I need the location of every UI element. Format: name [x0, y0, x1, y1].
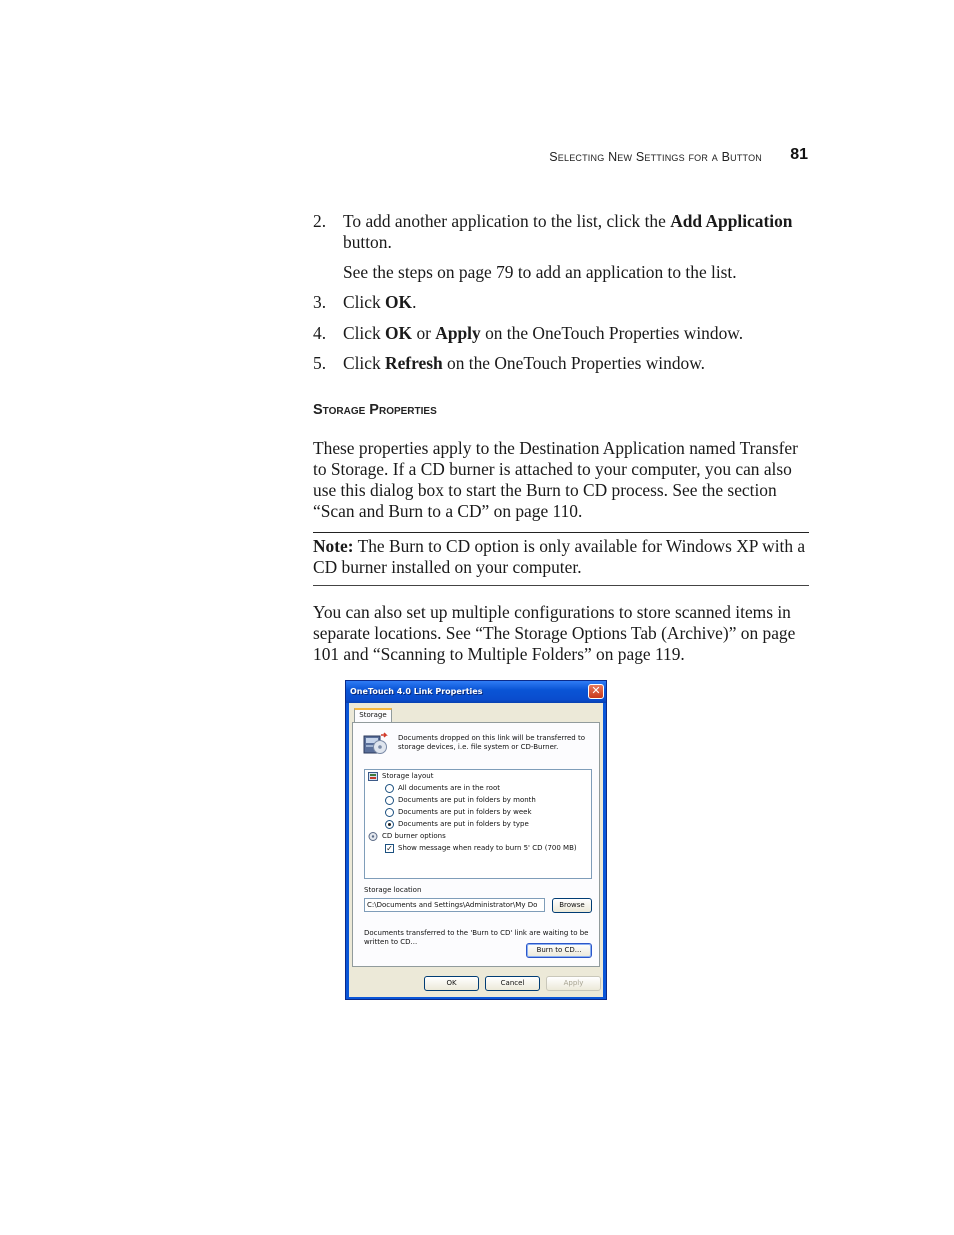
- layout-option-label: Documents are put in folders by month: [398, 796, 536, 804]
- step-text-post: on the OneTouch Properties window.: [480, 323, 744, 343]
- paragraph-intro: These properties apply to the Destination Application named Transfer to Storage. If a CD burner is attached to your computer, you can also use this dialog box to start the Burn to CD process. See the section “Scan and Burn to a CD” on page 110.: [313, 438, 798, 521]
- step-text-post: on the OneTouch Properties window.: [442, 353, 705, 373]
- apply-button[interactable]: Apply: [546, 976, 601, 991]
- radio-month[interactable]: [385, 796, 394, 805]
- dialog-title: OneTouch 4.0 Link Properties: [350, 687, 483, 696]
- close-icon: ✕: [591, 684, 601, 697]
- tab-storage[interactable]: Storage: [354, 708, 392, 722]
- step-2: [313, 211, 813, 253]
- step-3: [313, 292, 813, 313]
- link-properties-dialog: [345, 680, 607, 1000]
- note-label: Note:: [313, 536, 354, 556]
- step-text-bold: OK: [385, 292, 413, 312]
- storage-layout-label: Storage layout: [382, 772, 434, 780]
- layout-option-label: Documents are put in folders by type: [398, 820, 529, 828]
- step-text: [343, 323, 813, 344]
- dialog-title-bar[interactable]: [346, 681, 606, 703]
- note-text: [313, 536, 809, 578]
- dialog-client-area: [349, 703, 603, 997]
- cd-message-checkbox[interactable]: [385, 844, 394, 853]
- step-5: [313, 353, 813, 374]
- layout-option-label: All documents are in the root: [398, 784, 500, 792]
- cd-options-label: CD burner options: [382, 832, 446, 840]
- step-number: 4.: [313, 323, 327, 343]
- radio-type-selected[interactable]: [385, 820, 394, 829]
- radio-week[interactable]: [385, 808, 394, 817]
- ok-button[interactable]: OK: [424, 976, 479, 991]
- step-text: [343, 292, 813, 313]
- step-text-pre: Click: [343, 292, 386, 312]
- note-box: [313, 532, 809, 586]
- step-text-bold: OK: [385, 323, 413, 343]
- step-text: [343, 211, 813, 253]
- running-title: Selecting New Settings for a Button: [549, 150, 762, 164]
- storage-device-icon: [362, 732, 388, 756]
- step-text: [343, 353, 813, 374]
- section-heading: Storage Properties: [313, 402, 437, 418]
- running-header: [0, 146, 954, 170]
- step-number: 5.: [313, 353, 327, 373]
- step-text-post: button.: [343, 232, 392, 252]
- storage-tab-panel: [352, 722, 600, 967]
- step-text-post: .: [412, 292, 417, 312]
- browse-button[interactable]: Browse: [552, 898, 592, 913]
- step-4: [313, 323, 813, 344]
- step-text-bold: Refresh: [385, 353, 443, 373]
- step-text-bold: Add Application: [670, 211, 793, 231]
- step-2-note: [313, 262, 813, 283]
- step-number: 3.: [313, 292, 327, 312]
- step-text-pre: To add another application to the list, click the: [343, 211, 671, 231]
- cd-message-label: Show message when ready to burn 5' CD (700 MB): [398, 844, 577, 852]
- storage-options-list: [364, 769, 592, 879]
- step-text-pre: Click: [343, 353, 386, 373]
- storage-layout-icon: [368, 772, 378, 781]
- step-text-mid: or: [412, 323, 436, 343]
- cancel-button[interactable]: Cancel: [485, 976, 540, 991]
- burn-to-cd-button[interactable]: Burn to CD...: [526, 943, 592, 958]
- step-text-pre: Click: [343, 323, 386, 343]
- layout-option-label: Documents are put in folders by week: [398, 808, 532, 816]
- page-number: 81: [790, 146, 808, 163]
- step-text-bold-2: Apply: [435, 323, 481, 343]
- step-subtext: See the steps on page 79 to add an application to the list.: [343, 262, 737, 282]
- description-text: Documents dropped on this link will be transferred to storage devices, i.e. file system or CD-Burner.: [398, 734, 586, 751]
- storage-location-field[interactable]: C:\Documents and Settings\Administrator\My Do: [364, 898, 545, 912]
- note-body: The Burn to CD option is only available for Windows XP with a CD burner installed on your computer.: [313, 536, 806, 577]
- checkmark-icon: ✓: [386, 844, 393, 853]
- burn-status-text: Documents transferred to the 'Burn to CD' link are waiting to be written to CD...: [364, 929, 589, 946]
- radio-root[interactable]: [385, 784, 394, 793]
- step-number: 2.: [313, 211, 327, 231]
- paragraph-configurations: You can also set up multiple configurations to store scanned items in separate locations. See “The Storage Options Tab (Archive)” on page 101 and “Scanning to Multiple Folders” on page 119.: [313, 602, 796, 664]
- cd-burner-icon: [368, 832, 378, 841]
- close-button[interactable]: [588, 684, 604, 699]
- storage-location-label: Storage location: [364, 886, 422, 894]
